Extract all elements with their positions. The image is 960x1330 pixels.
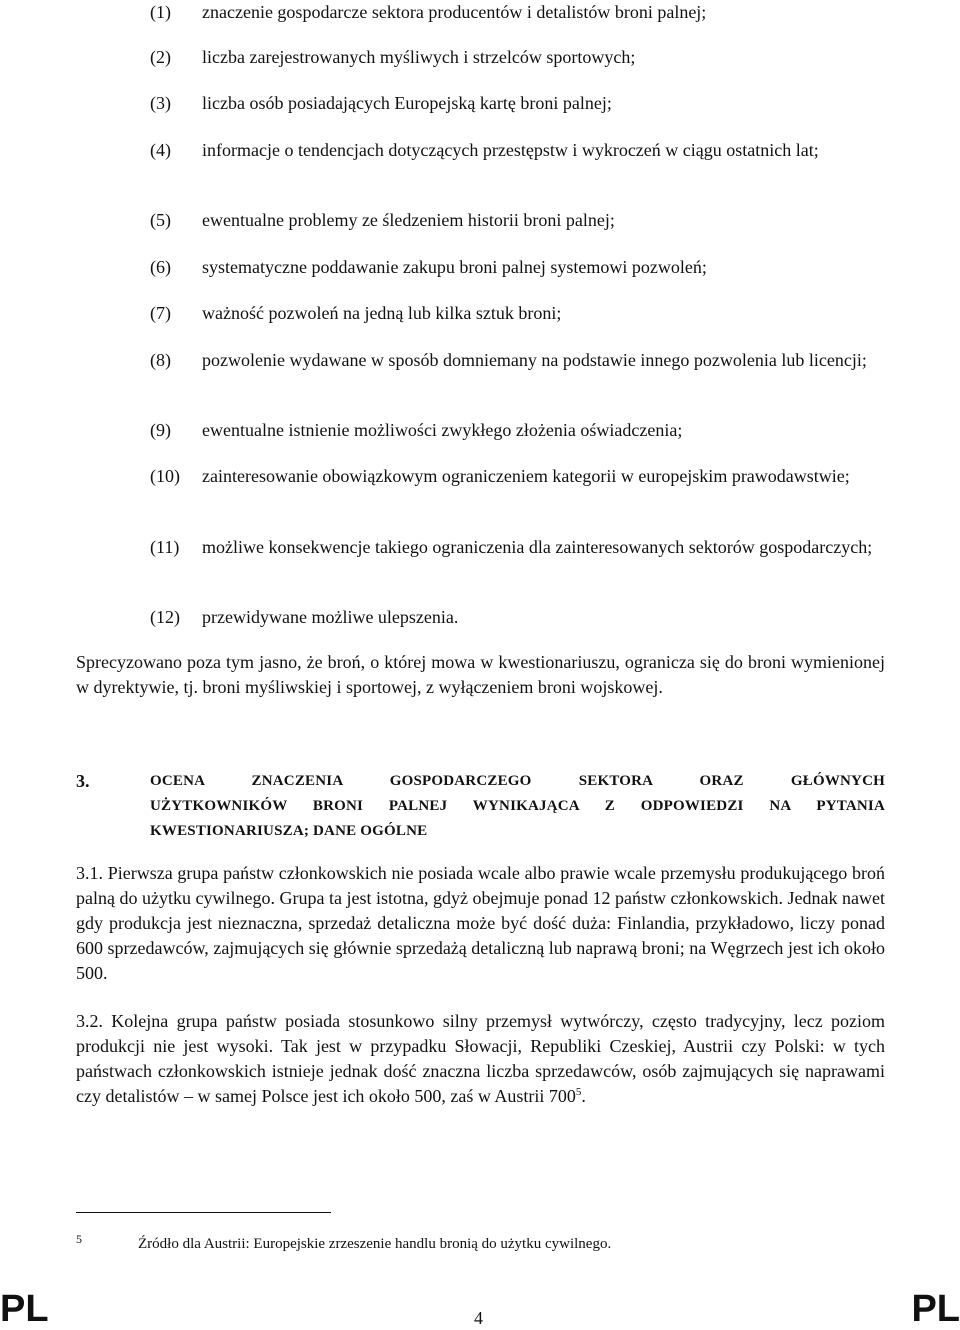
footer-language-right: PL (911, 1288, 960, 1330)
list-item-text: liczba osób posiadających Europejską kartę broni palnej; (202, 93, 612, 113)
paragraph-3-1: 3.1. Pierwsza grupa państw członkowskich nie posiada wcale albo prawie wcale przemysłu produkującego broń palną do użytku cywilnego. Grupa ta jest istotna, gdyż obejmuje ponad 12 państw członkowskich. Jednak nawet gdy produkcja jest nieznaczna, sprzedaż detaliczna może być dość duża: Finlandia, przykładowo, liczy ponad 600 sprzedawców, zajmujących się głównie sprzedażą detaliczną lub naprawą broni; na Węgrzech jest ich około 500. (76, 863, 885, 983)
list-item-number: (1) (150, 2, 171, 22)
footer-language-left: PL (0, 1288, 49, 1330)
paragraph-3-2-end: . (581, 1086, 586, 1106)
list-item-text: zainteresowanie obowiązkowym ograniczeniem kategorii w europejskim prawodawstwie; (202, 466, 850, 486)
section-heading-line: OCENA ZNACZENIA GOSPODARCZEGO SEKTORA ORAZ GŁÓWNYCH (150, 773, 885, 789)
list-item-number: (7) (150, 303, 171, 323)
section-number: 3. (76, 771, 90, 791)
section-heading-line: UŻYTKOWNIKÓW BRONI PALNEJ WYNIKAJĄCA Z ODPOWIEDZI NA PYTANIA (150, 798, 885, 814)
list-item-text: możliwe konsekwencje takiego ograniczenia dla zainteresowanych sektorów gospodarczych; (202, 537, 873, 557)
list-item-text: systematyczne poddawanie zakupu broni palnej systemowi pozwoleń; (202, 257, 707, 277)
footnote-number: 5 (76, 1232, 82, 1246)
list-item-text: ewentualne problemy ze śledzeniem historii broni palnej; (202, 210, 615, 230)
list-item-number: (9) (150, 420, 171, 440)
list-item-number: (10) (150, 466, 180, 486)
list-item-number: (2) (150, 47, 171, 67)
list-item-number: (11) (150, 537, 180, 557)
paragraph-3-2-text: 3.2. Kolejna grupa państw posiada stosunkowo silny przemysł wytwórczy, często tradycyjny, lecz poziom produkcji nie jest wysoki. Tak jest w przypadku Słowacji, Republiki Czeskiej, Austrii czy Polski: w tych państwach członkowskich istnieje jednak dość znaczna liczba sprzedawców, osób zajmujących się naprawami czy detalistów – w samej Polsce jest ich około 500, zaś w Austrii 700 (76, 1011, 885, 1106)
scope-paragraph: Sprecyzowano poza tym jasno, że broń, o której mowa w kwestionariuszu, ogranicza się do broni wymienionej w dyrektywie, tj. broni myśliwskiej i sportowej, z wyłączeniem broni wojskowej. (76, 652, 885, 697)
list-item-number: (3) (150, 93, 171, 113)
list-item-text: ważność pozwoleń na jedną lub kilka sztuk broni; (202, 303, 562, 323)
list-item-text: ewentualne istnienie możliwości zwykłego złożenia oświadczenia; (202, 420, 683, 440)
paragraph-3-2 (76, 1009, 885, 1109)
list-item-text: liczba zarejestrowanych myśliwych i strzelców sportowych; (202, 47, 636, 67)
list-item-number: (6) (150, 257, 171, 277)
section-heading-line: KWESTIONARIUSZA; DANE OGÓLNE (150, 823, 428, 839)
list-item-number: (4) (150, 140, 171, 160)
section-heading (150, 769, 885, 844)
footnote-separator (76, 1212, 331, 1213)
list-item-number: (8) (150, 350, 171, 370)
list-item-text: informacje o tendencjach dotyczących przestępstw i wykroczeń w ciągu ostatnich lat; (202, 140, 819, 160)
list-item-text: pozwolenie wydawane w sposób domniemany na podstawie innego pozwolenia lub licencji; (202, 350, 867, 370)
list-item-text: przewidywane możliwe ulepszenia. (202, 607, 459, 627)
page-number: 4 (474, 1308, 483, 1328)
footnote-reference[interactable]: 5 (575, 1086, 582, 1098)
list-item-text: znaczenie gospodarcze sektora producentów i detalistów broni palnej; (202, 2, 707, 22)
list-item-number: (12) (150, 607, 180, 627)
list-item-number: (5) (150, 210, 171, 230)
footnote-text: Źródło dla Austrii: Europejskie zrzeszenie handlu bronią do użytku cywilnego. (138, 1236, 612, 1252)
